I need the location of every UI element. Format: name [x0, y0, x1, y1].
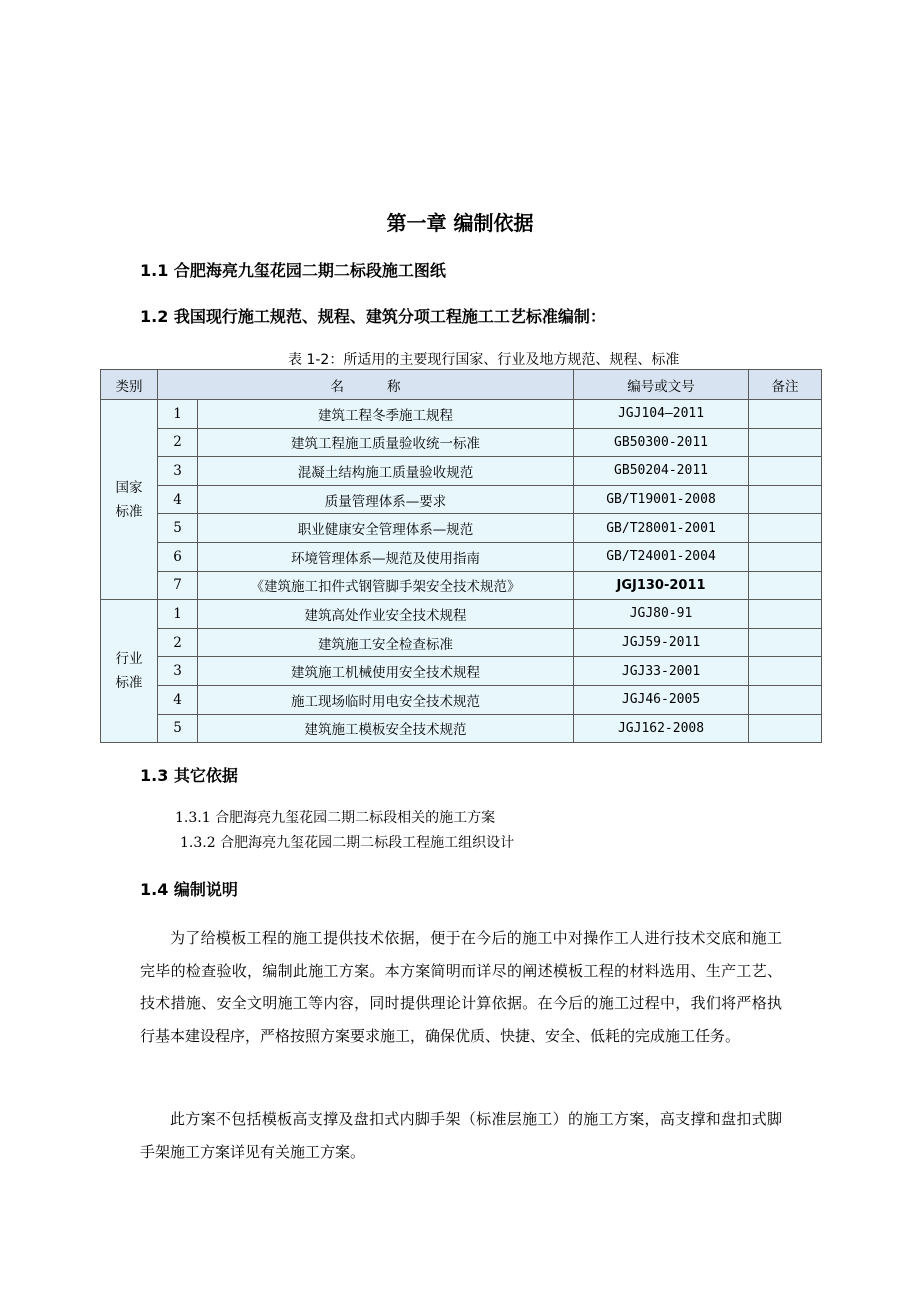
standard-code: GB50204-2011 — [574, 457, 749, 486]
standard-code: GB/T19001-2008 — [574, 485, 749, 514]
other-basis-item-1: 1.3.1 合肥海亮九玺花园二期二标段相关的施工方案 — [175, 810, 496, 826]
other-basis-item-2: 1.3.2 合肥海亮九玺花园二期二标段工程施工组织设计 — [180, 835, 515, 851]
standard-code: JGJ80-91 — [574, 600, 749, 629]
standard-code: JGJ104—2011 — [574, 400, 749, 429]
standard-name: 质量管理体系—要求 — [198, 485, 574, 514]
standard-code: JGJ46-2005 — [574, 685, 749, 714]
row-number: 4 — [158, 685, 198, 714]
category-label: 标准 — [115, 503, 143, 520]
remark-cell — [749, 514, 822, 543]
remark-cell — [749, 400, 822, 429]
table-row — [101, 485, 822, 514]
standard-name: 施工现场临时用电安全技术规范 — [198, 685, 574, 714]
standard-name: 混凝土结构施工质量验收规范 — [198, 457, 574, 486]
table-row — [101, 400, 822, 429]
table-row — [101, 628, 822, 657]
standard-name: 职业健康安全管理体系—规范 — [198, 514, 574, 543]
standard-name: 建筑施工模板安全技术规范 — [198, 714, 574, 743]
table-row — [101, 685, 822, 714]
standard-name: 建筑施工安全检查标准 — [198, 628, 574, 657]
remark-cell — [749, 571, 822, 600]
category-cell-national — [101, 400, 158, 600]
standard-name: 建筑高处作业安全技术规程 — [198, 600, 574, 629]
row-number: 7 — [158, 571, 198, 600]
standard-name: 《建筑施工扣件式钢管脚手架安全技术规范》 — [198, 571, 574, 600]
row-number: 1 — [158, 600, 198, 629]
standard-code: JGJ59-2011 — [574, 628, 749, 657]
standard-code: GB/T24001-2004 — [574, 542, 749, 571]
row-number: 1 — [158, 400, 198, 429]
header-code: 编号或文号 — [574, 370, 749, 400]
standard-code: JGJ33-2001 — [574, 657, 749, 686]
table-row — [101, 428, 822, 457]
section-heading-1-4: 1.4 编制说明 — [140, 880, 238, 899]
category-label: 行业 — [115, 651, 143, 668]
row-number: 5 — [158, 714, 198, 743]
row-number: 3 — [158, 657, 198, 686]
table-row — [101, 600, 822, 629]
remark-cell — [749, 485, 822, 514]
row-number: 2 — [158, 428, 198, 457]
description-paragraph-1: 为了给模板工程的施工提供技术依据，便于在今后的施工中对操作工人进行技术交底和施工完毕的检查验收，编制此施工方案。本方案简明而详尽的阐述模板工程的材料选用、生产工艺、技术措施、安全文明施工等内容，同时提供理论计算依据。在今后的施工过程中，我们将严格执行基本建设程序，严格按照方案要求施工，确保优质、快捷、安全、低耗的完成施工任务。 — [140, 929, 782, 1045]
standard-name: 建筑施工机械使用安全技术规程 — [198, 657, 574, 686]
remark-cell — [749, 542, 822, 571]
header-name: 名 称 — [158, 370, 574, 400]
header-remark: 备注 — [749, 370, 822, 400]
table-caption: 表 1-2：所适用的主要现行国家、行业及地方规范、规程、标准 — [288, 352, 680, 368]
standard-name: 环境管理体系—规范及使用指南 — [198, 542, 574, 571]
standard-name: 建筑工程冬季施工规程 — [198, 400, 574, 429]
remark-cell — [749, 428, 822, 457]
section-heading-1-3: 1.3 其它依据 — [140, 766, 238, 785]
row-number: 3 — [158, 457, 198, 486]
table-row — [101, 714, 822, 743]
header-category: 类别 — [101, 370, 158, 400]
standard-code: GB/T28001-2001 — [574, 514, 749, 543]
remark-cell — [749, 685, 822, 714]
remark-cell — [749, 628, 822, 657]
standard-code: JGJ162-2008 — [574, 714, 749, 743]
table-row — [101, 514, 822, 543]
remark-cell — [749, 657, 822, 686]
table-row — [101, 457, 822, 486]
table-row — [101, 542, 822, 571]
standard-name: 建筑工程施工质量验收统一标准 — [198, 428, 574, 457]
section-heading-1-1: 1.1 合肥海亮九玺花园二期二标段施工图纸 — [140, 261, 446, 280]
description-paragraph-2: 此方案不包括模板高支撑及盘扣式内脚手架（标准层施工）的施工方案，高支撑和盘扣式脚手架施工方案详见有关施工方案。 — [140, 1110, 782, 1161]
standard-code: JGJ130-2011 — [574, 571, 749, 600]
category-label: 国家 — [115, 479, 143, 496]
category-label: 标准 — [115, 675, 143, 692]
table-header-row — [101, 370, 822, 400]
row-number: 5 — [158, 514, 198, 543]
row-number: 6 — [158, 542, 198, 571]
table-row — [101, 571, 822, 600]
chapter-title: 第一章 编制依据 — [386, 211, 534, 235]
standards-table — [100, 369, 822, 743]
section-heading-1-2: 1.2 我国现行施工规范、规程、建筑分项工程施工工艺标准编制： — [140, 307, 606, 326]
category-cell-industry — [101, 600, 158, 743]
remark-cell — [749, 714, 822, 743]
remark-cell — [749, 457, 822, 486]
row-number: 4 — [158, 485, 198, 514]
standard-code: GB50300-2011 — [574, 428, 749, 457]
table-row — [101, 657, 822, 686]
row-number: 2 — [158, 628, 198, 657]
remark-cell — [749, 600, 822, 629]
